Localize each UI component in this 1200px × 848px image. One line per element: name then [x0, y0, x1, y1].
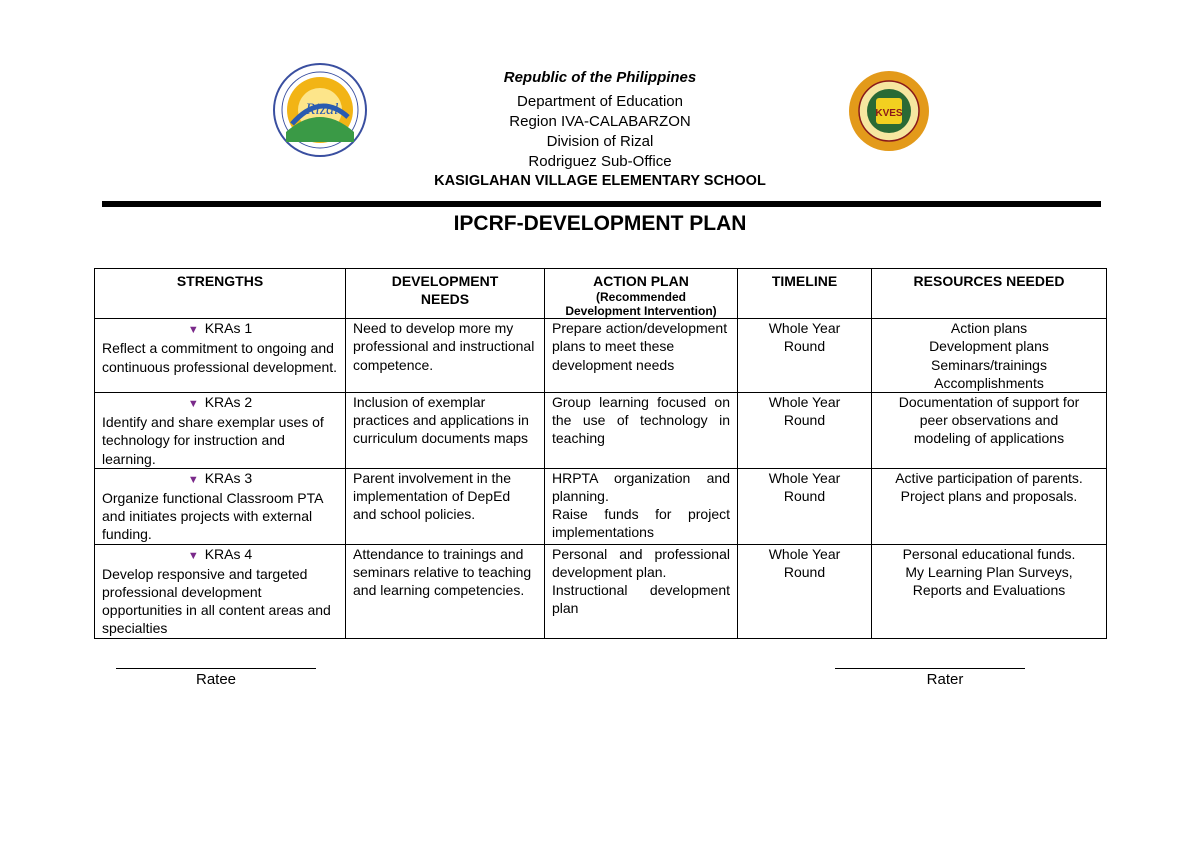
region-line: Region IVA-CALABARZON [509, 113, 691, 130]
bullet-arrow-icon: ▼ [187, 398, 199, 411]
suboffice-line: Rodriguez Sub-Office [528, 153, 672, 170]
action-cell: Group learning focused on the use of technology in teaching [545, 393, 738, 469]
resources-cell: Action plans Development plans Seminars/trainings Accomplishments [872, 319, 1107, 393]
ratee-label: Ratee [195, 671, 237, 688]
rater-signature-line [835, 668, 1025, 669]
table-row [95, 393, 1107, 469]
development-plan-table [94, 268, 1107, 639]
bullet-arrow-icon: ▼ [187, 324, 199, 337]
ratee-signature-line [116, 668, 316, 669]
header-development-needs: DEVELOPMENT NEEDS [346, 269, 545, 319]
ratee-signature-block [116, 668, 316, 688]
strength-cell: ▼ KRAs 4 Develop responsive and targeted professional development opportunities in all content areas and specialties [95, 544, 346, 638]
action-cell: HRPTA organization and planning. Raise funds for project implementations [545, 468, 738, 544]
need-cell: Parent involvement in the implementation of DepEd and school policies. [346, 468, 545, 544]
strength-cell: ▼ KRAs 1 Reflect a commitment to ongoing and continuous professional development. [95, 319, 346, 393]
header-strengths: STRENGTHS [95, 269, 346, 319]
need-cell: Attendance to trainings and seminars relative to teaching and learning competencies. [346, 544, 545, 638]
rater-label: Rater [926, 671, 964, 688]
timeline-cell: Whole Year Round [738, 468, 872, 544]
page-title: IPCRF-DEVELOPMENT PLAN [453, 212, 747, 235]
table-header-row [95, 269, 1107, 319]
rater-signature-block [830, 668, 1030, 688]
department-line: Department of Education [517, 93, 683, 110]
action-cell: Personal and professional development plan. Instructional development plan [545, 544, 738, 638]
division-line: Division of Rizal [546, 133, 654, 150]
resources-cell: Personal educational funds. My Learning Plan Surveys, Reports and Evaluations [872, 544, 1107, 638]
timeline-cell: Whole Year Round [738, 544, 872, 638]
resources-cell: Documentation of support for peer observations and modeling of applications [872, 393, 1107, 469]
logo-left-text: Rizal [305, 101, 339, 118]
action-cell: Prepare action/development plans to meet these development needs [545, 319, 738, 393]
strength-cell: ▼ KRAs 2 Identify and share exemplar uses of technology for instruction and learning. [95, 393, 346, 469]
bullet-arrow-icon: ▼ [187, 549, 199, 562]
timeline-cell: Whole Year Round [738, 393, 872, 469]
header-action-plan: ACTION PLAN (Recommended Development Intervention) [545, 269, 738, 319]
header-timeline: TIMELINE [738, 269, 872, 319]
timeline-cell: Whole Year Round [738, 319, 872, 393]
logo-right-text: KVES [875, 108, 903, 119]
strength-cell: ▼ KRAs 3 Organize functional Classroom PTA and initiates projects with external funding. [95, 468, 346, 544]
need-cell: Inclusion of exemplar practices and applications in curriculum documents maps [346, 393, 545, 469]
republic-line: Republic of the Philippines [503, 69, 697, 86]
header-resources: RESOURCES NEEDED [872, 269, 1107, 319]
header-divider [102, 201, 1101, 207]
table-row [95, 544, 1107, 638]
resources-cell: Active participation of parents. Project plans and proposals. [872, 468, 1107, 544]
bullet-arrow-icon: ▼ [187, 473, 199, 486]
school-name: KASIGLAHAN VILLAGE ELEMENTARY SCHOOL [434, 173, 766, 189]
need-cell: Need to develop more my professional and instructional competence. [346, 319, 545, 393]
table-row [95, 319, 1107, 393]
table-row [95, 468, 1107, 544]
